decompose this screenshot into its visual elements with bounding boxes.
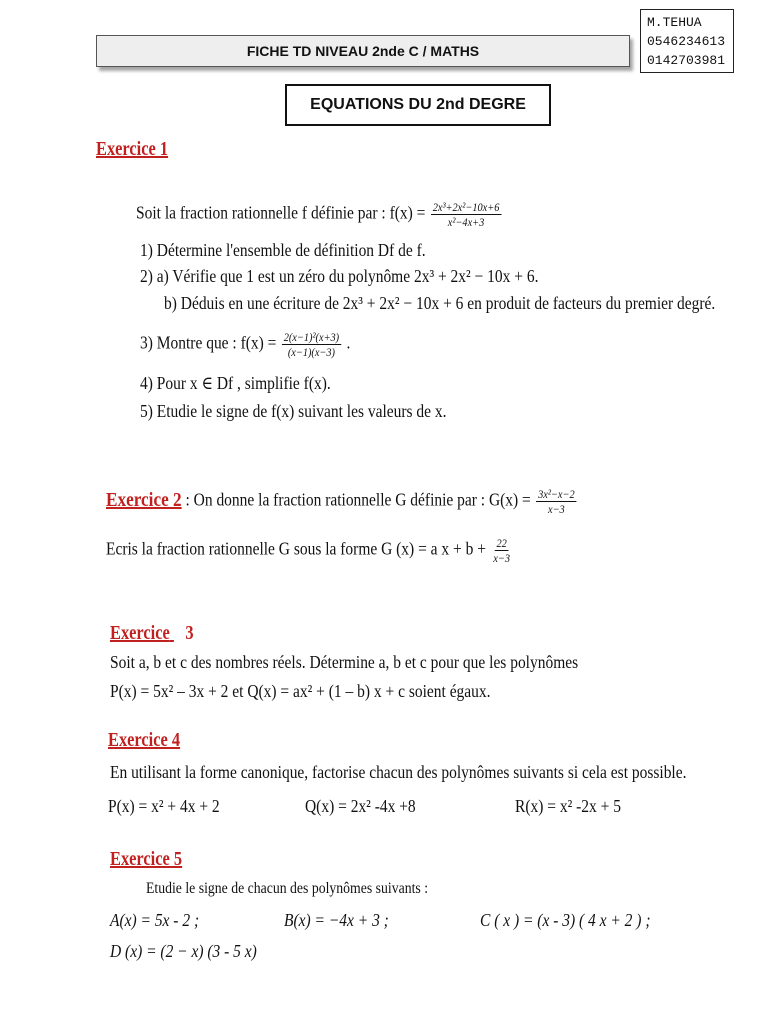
exercise-1-title: Exercice 1 (96, 138, 169, 160)
exercise-2-intro-text: : On donne la fraction rationnelle G définie par : G(x) = (181, 489, 531, 510)
banner-text: FICHE TD NIVEAU 2nde C / MATHS (246, 43, 480, 59)
q3-numerator: 2(x−1)²(x+3) (283, 330, 340, 344)
exercise-2-line2 (106, 536, 513, 565)
author-name: M.TEHUA (647, 15, 702, 30)
polynomial-c: C ( x ) = (x - 3) ( 4 x + 2 ) ; (480, 910, 651, 930)
q3-denominator: (x−1)(x−3) (287, 345, 336, 359)
exercise-5-title: Exercice 5 (110, 848, 183, 870)
exercise-2-line2-text: Ecris la fraction rationnelle G sous la forme G (x) = a x + b + (106, 538, 486, 559)
exercise-1-q2b: b) Déduis en une écriture de 2x³ + 2x² − 10x + 6 en produit de facteurs du premier degré. (164, 293, 716, 313)
exercise-1-q5: 5) Etudie le signe de f(x) suivant les valeurs de x. (140, 401, 447, 421)
rest-numerator: 22 (496, 536, 507, 550)
exercise-1-q4: 4) Pour x ∈ Df , simplifie f(x). (140, 373, 331, 393)
rest-fraction (492, 536, 512, 565)
exercise-5-line1: Etudie le signe de chacun des polynômes suivants : (146, 880, 429, 897)
exercise-1-intro-text: Soit la fraction rationnelle f définie par : f(x) = (136, 202, 426, 223)
exercise-1-q3: 3) Montre que : f(x) = $\frac{\text{2(x−1)²(x+3)}}{(x-1)(x-3)}$ . (140, 330, 351, 359)
exercise-1-q3-text: 3) Montre que : f(x) = (140, 332, 277, 353)
exercise-1-intro (136, 200, 503, 229)
f-numerator: 2x³+2x²−10x+6 (432, 200, 500, 214)
g-fraction (536, 487, 576, 516)
exercise-4-title: Exercice 4 (108, 729, 181, 751)
exercise-2-intro (106, 487, 578, 516)
exercise-3-title (110, 622, 194, 645)
page-banner (96, 35, 630, 67)
rest-denominator: x−3 (493, 551, 510, 565)
polynomial-p: P(x) = x² + 4x + 2 (108, 796, 220, 816)
exercise-3-title-text: Exercice (110, 622, 170, 644)
author-phone-2: 0142703981 (647, 53, 726, 68)
g-denominator: x−3 (547, 502, 565, 516)
polynomial-q: Q(x) = 2x² -4x +8 (305, 796, 416, 816)
exercise-3-line1: Soit a, b et c des nombres réels. Détermine a, b et c pour que les polynômes (110, 652, 579, 672)
exercise-3-line2: P(x) = 5x² – 3x + 2 et Q(x) = ax² + (1 – b) x + c soient égaux. (110, 681, 491, 701)
page-title-text: EQUATIONS DU 2nd DEGRE (310, 96, 526, 113)
polynomial-b: B(x) = −4x + 3 ; (284, 910, 389, 930)
polynomial-d: D (x) = (2 − x) (3 - 5 x) (110, 941, 257, 961)
exercise-4-line1: En utilisant la forme canonique, factorise chacun des polynômes suivants si cela est possible. (110, 762, 687, 782)
g-numerator: 3x²−x−2 (538, 487, 575, 501)
author-box (640, 9, 734, 73)
polynomial-a: A(x) = 5x - 2 ; (110, 910, 200, 930)
q3-fraction (282, 330, 341, 359)
exercise-3-number: 3 (185, 622, 194, 644)
exercise-1-q2a: 2) a) Vérifie que 1 est un zéro du polynôme 2x³ + 2x² − 10x + 6. (140, 266, 539, 286)
f-fraction (431, 200, 501, 229)
author-phone-1: 0546234613 (647, 34, 726, 49)
f-denominator: x²−4x+3 (447, 215, 485, 229)
exercise-2-title: Exercice 2 (106, 488, 182, 511)
exercise-1-q1: 1) Détermine l'ensemble de définition Df de f. (140, 240, 426, 260)
page-title (285, 84, 551, 126)
polynomial-r: R(x) = x² -2x + 5 (515, 796, 621, 816)
